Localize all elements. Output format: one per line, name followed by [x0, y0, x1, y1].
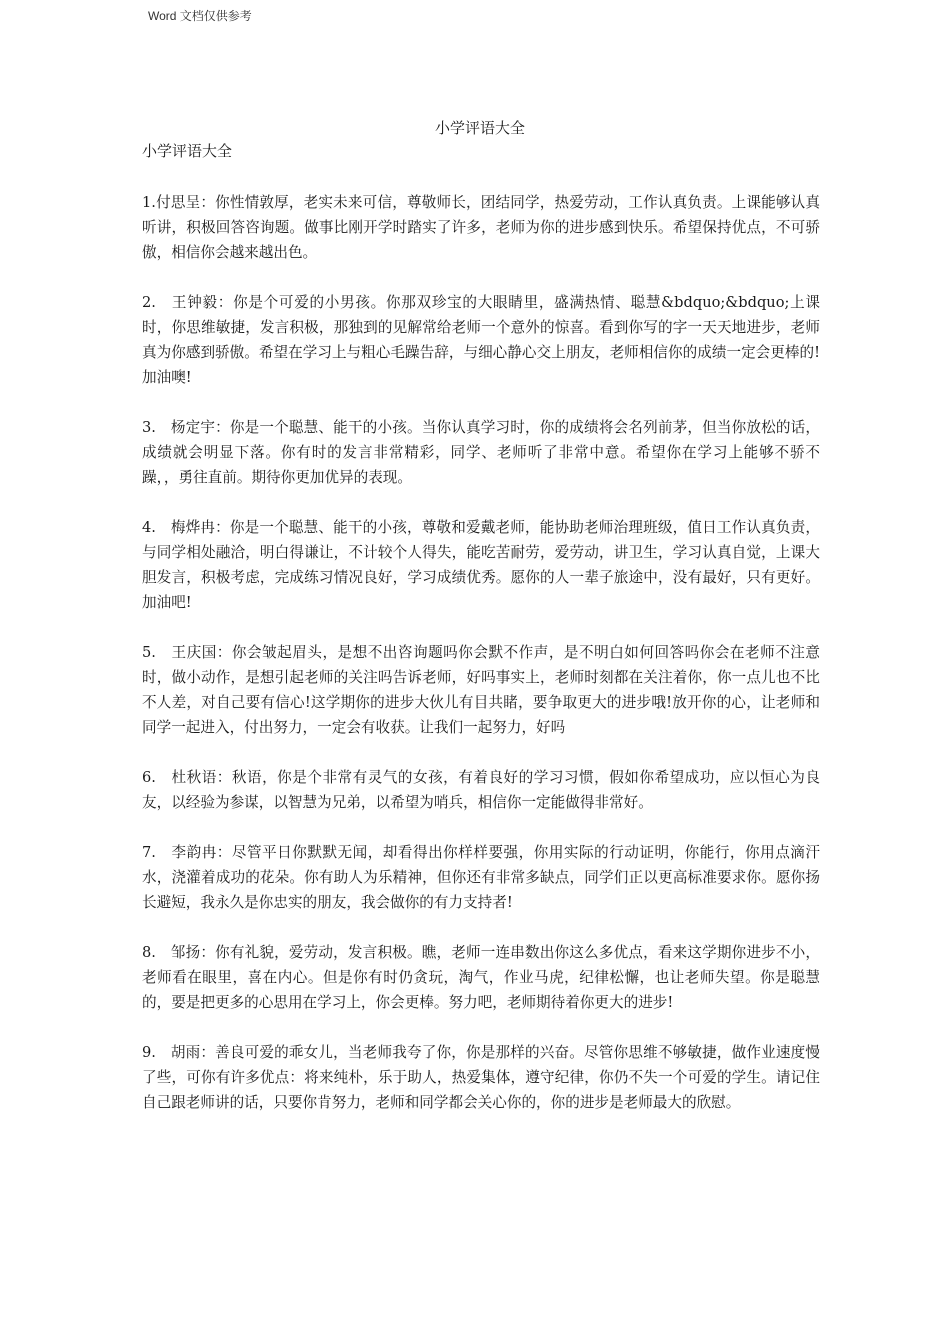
comment-list: [142, 190, 820, 1140]
comment-entry: 8. 邹扬：你有礼貌，爱劳动，发言积极。瞧，老师一连串数出你这么多优点，看来这学期你进步不小，老师看在眼里，喜在内心。但是你有时仍贪玩，淘气，作业马虎，纪律松懈，也让老师失望。你是聪慧的，要是把更多的心思用在学习上，你会更棒。努力吧，老师期待着你更大的进步!: [142, 944, 820, 1011]
comment-entry: 7. 李韵冉：尽管平日你默默无闻，却看得出你样样要强，你用实际的行动证明，你能行，你用点滴汗水，浇灌着成功的花朵。你有助人为乐精神，但你还有非常多缺点，同学们正以更高标准要求你。愿你扬长避短，我永久是你忠实的朋友，我会做你的有力支持者!: [142, 844, 820, 911]
comment-entry: 1.付思呈：你性情敦厚，老实未来可信，尊敬师长，团结同学，热爱劳动，工作认真负责。上课能够认真听讲，积极回答咨询题。做事比刚开学时踏实了许多，老师为你的进步感到快乐。希望保持优点，不可骄傲，相信你会越来越出色。: [142, 194, 820, 261]
document-title: 小学评语大全: [434, 119, 525, 137]
comment-entry: 4. 梅烨冉：你是一个聪慧、能干的小孩，尊敬和爱戴老师，能协助老师治理班级，值日工作认真负责，与同学相处融洽，明白得谦让，不计较个人得失，能吃苦耐劳，爱劳动，讲卫生，学习认真自觉，上课大胆发言，积极考虑，完成练习情况良好，学习成绩优秀。愿你的人一辈子旅途中，没有最好，只有更好。加油吧!: [142, 519, 820, 611]
header-note: Word 文档仅供参考: [148, 9, 252, 23]
comment-entry: 6. 杜秋语：秋语，你是个非常有灵气的女孩，有着良好的学习习惯，假如你希望成功，应以恒心为良友，以经验为参谋，以智慧为兄弟，以希望为哨兵，相信你一定能做得非常好。: [142, 769, 820, 811]
document-subtitle: 小学评语大全: [142, 142, 233, 160]
comment-entry: 3. 杨定宇：你是一个聪慧、能干的小孩。当你认真学习时，你的成绩将会名列前茅，但当你放松的话，成绩就会明显下落。你有时的发言非常精彩，同学、老师听了非常中意。希望你在学习上能够不骄不躁，，勇往直前。期待你更加优异的表现。: [142, 419, 820, 486]
comment-entry: 2. 王钟毅：你是个可爱的小男孩。你那双珍宝的大眼睛里，盛满热情、聪慧&bdquo;&bdquo;上课时，你思维敏捷，发言积极，那独到的见解常给老师一个意外的惊喜。看到你写的字一天天地进步，老师真为你感到骄傲。希望在学习上与粗心毛躁告辞，与细心静心交上朋友，老师相信你的成绩一定会更棒的!加油噢!: [142, 294, 820, 386]
comment-entry: 9. 胡雨：善良可爱的乖女儿，当老师我夸了你，你是那样的兴奋。尽管你思维不够敏捷，做作业速度慢了些，可你有许多优点：将来纯朴，乐于助人，热爱集体，遵守纪律，你仍不失一个可爱的学生。请记住自己跟老师讲的话，只要你肯努力，老师和同学都会关心你的，你的进步是老师最大的欣慰。: [142, 1044, 820, 1111]
comment-entry: 5. 王庆国：你会皱起眉头，是想不出咨询题吗你会默不作声，是不明白如何回答吗你会在老师不注意时，做小动作，是想引起老师的关注吗告诉老师，好吗事实上，老师时刻都在关注着你，你一点儿也不比不人差，对自己要有信心!这学期你的进步大伙儿有目共睹，要争取更大的进步哦!放开你的心，让老师和同学一起进入，付出努力，一定会有收获。让我们一起努力，好吗: [142, 644, 820, 736]
